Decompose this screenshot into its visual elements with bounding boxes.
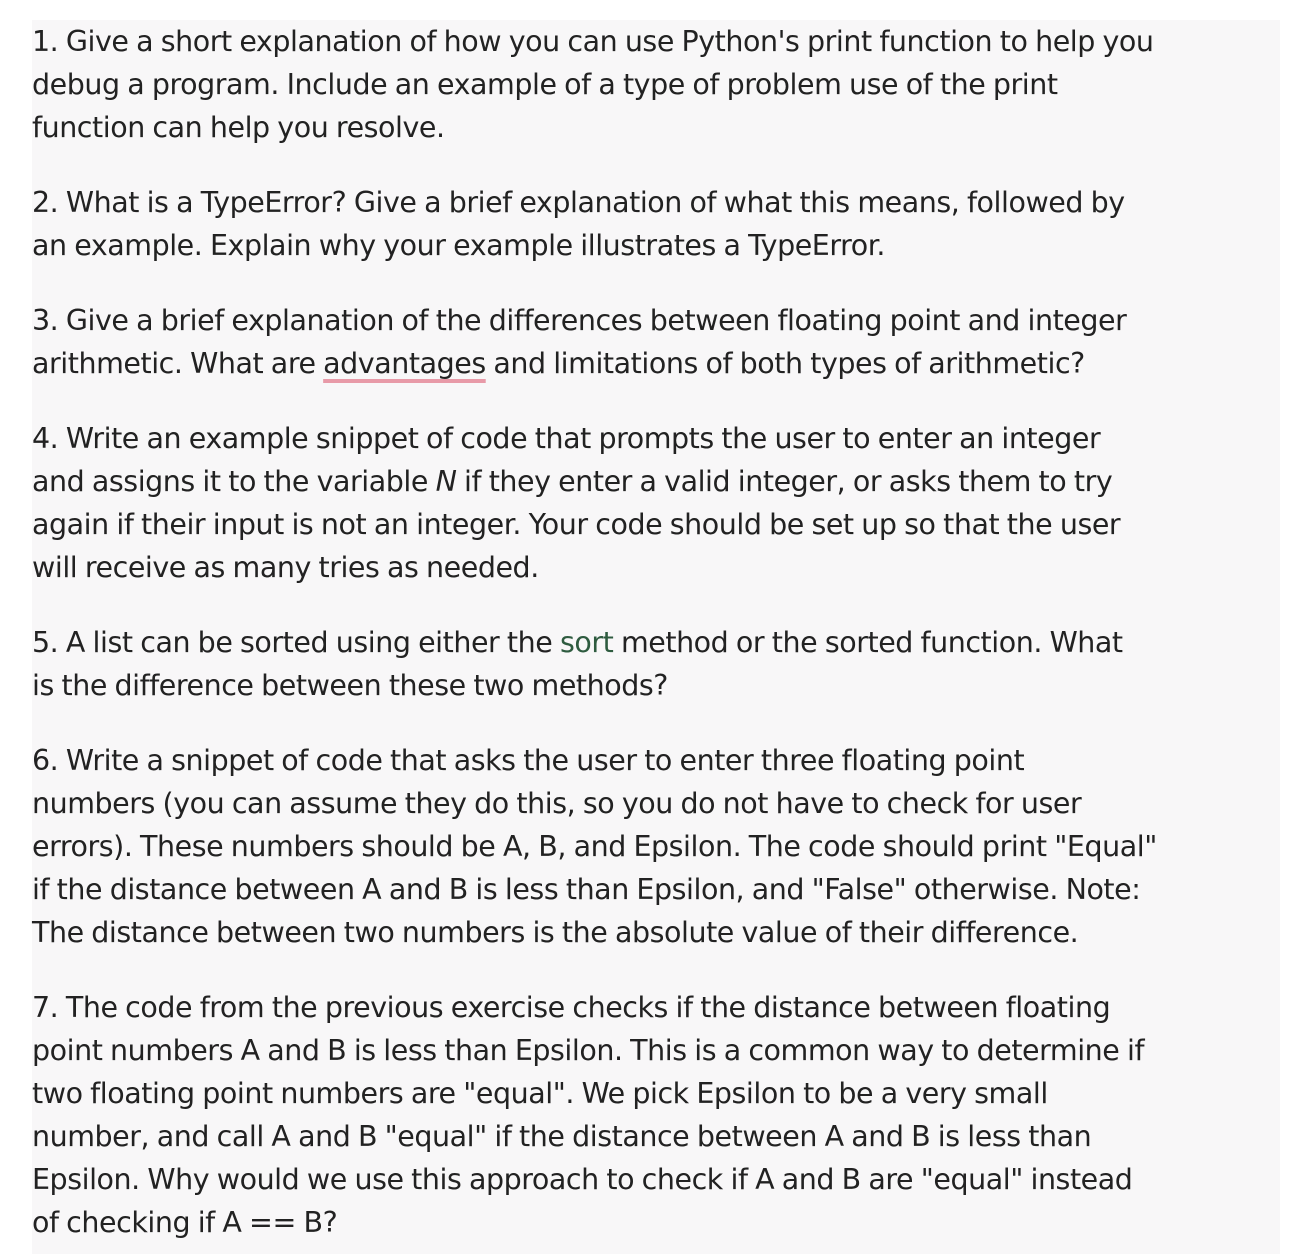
question-line [32, 460, 1280, 503]
question-3 [32, 299, 1280, 385]
question-line: 1. Give a short explanation of how you can use Python's print function to help you [32, 25, 1154, 58]
question-line: number, and call A and B "equal" if the distance between A and B is less than [32, 1120, 1092, 1153]
question-line: The distance between two numbers is the absolute value of their difference. [32, 916, 1079, 949]
question-line: is the difference between these two methods? [32, 669, 668, 702]
text-span: arithmetic. What are [32, 347, 324, 380]
question-line: 2. What is a TypeError? Give a brief explanation of what this means, followed by [32, 186, 1125, 219]
text-span: if they enter a valid integer, or asks them to try [456, 465, 1113, 498]
spellcheck-underlined-word[interactable]: advantages [323, 347, 486, 380]
questions-document [32, 20, 1280, 1254]
question-7 [32, 986, 1280, 1244]
question-line: function can help you resolve. [32, 111, 445, 144]
question-line: point numbers A and B is less than Epsilon. This is a common way to determine if [32, 1034, 1145, 1067]
text-span: method or the sorted function. What [613, 626, 1123, 659]
question-line: Epsilon. Why would we use this approach to check if A and B are "equal" instead [32, 1163, 1133, 1196]
text-span: and assigns it to the variable [32, 465, 436, 498]
text-span: and limitations of both types of arithmetic? [485, 347, 1085, 380]
question-line: 7. The code from the previous exercise checks if the distance between floating [32, 991, 1111, 1024]
question-line: of checking if A == B? [32, 1206, 338, 1239]
question-4 [32, 417, 1280, 589]
question-1 [32, 20, 1280, 149]
question-line: 4. Write an example snippet of code that prompts the user to enter an integer [32, 422, 1101, 455]
code-keyword-sort: sort [559, 626, 614, 659]
question-line: will receive as many tries as needed. [32, 551, 539, 584]
question-line [32, 342, 1280, 385]
question-5 [32, 621, 1280, 707]
text-span: 5. A list can be sorted using either the [32, 626, 560, 659]
question-6 [32, 739, 1280, 954]
question-line: again if their input is not an integer. Your code should be set up so that the user [32, 508, 1121, 541]
question-line: two floating point numbers are "equal". We pick Epsilon to be a very small [32, 1077, 1048, 1110]
question-line: 3. Give a brief explanation of the differences between floating point and integer [32, 304, 1127, 337]
variable-name: N [435, 465, 457, 498]
question-line [32, 621, 1280, 664]
question-line: numbers (you can assume they do this, so you do not have to check for user [32, 787, 1082, 820]
question-line: errors). These numbers should be A, B, and Epsilon. The code should print "Equal" [32, 830, 1157, 863]
question-line: 6. Write a snippet of code that asks the user to enter three floating point [32, 744, 1025, 777]
question-2 [32, 181, 1280, 267]
question-line: if the distance between A and B is less than Epsilon, and "False" otherwise. Note: [32, 873, 1141, 906]
question-line: debug a program. Include an example of a type of problem use of the print [32, 68, 1058, 101]
question-line: an example. Explain why your example illustrates a TypeError. [32, 229, 886, 262]
